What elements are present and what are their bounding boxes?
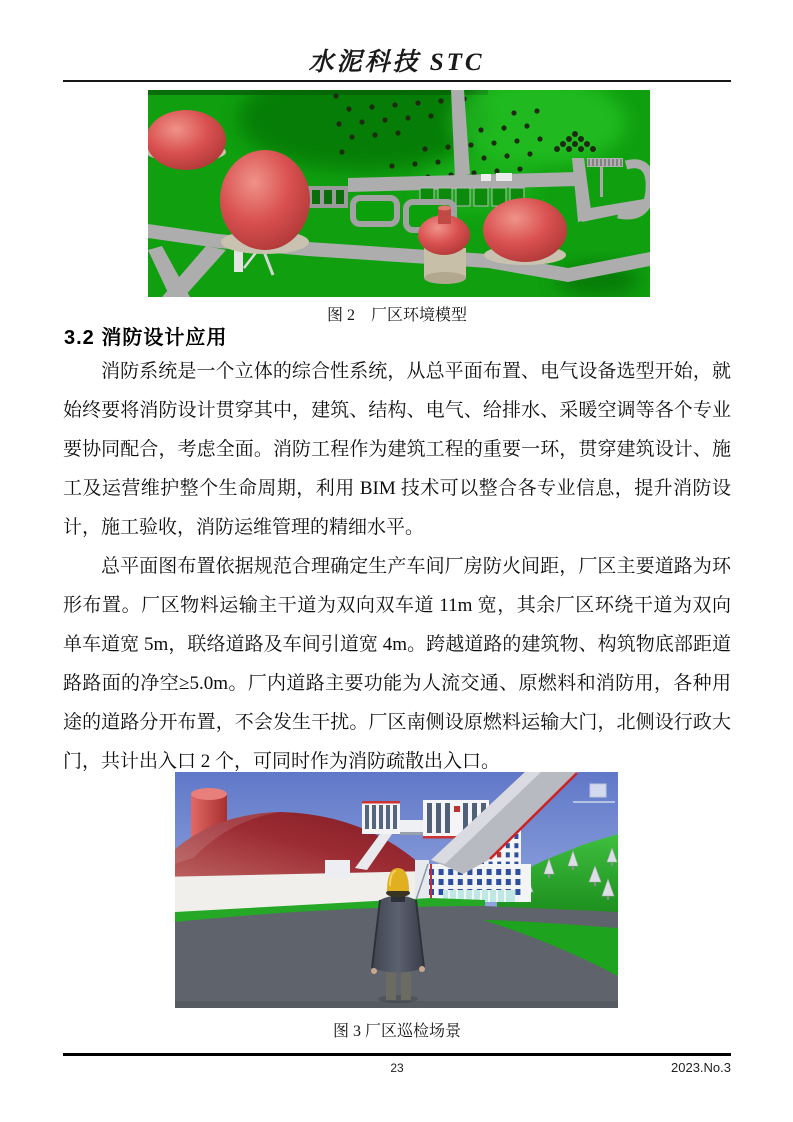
journal-title: 水泥科技 STC	[308, 49, 485, 76]
footer-rule	[63, 1053, 731, 1056]
figure-2-caption: 图 2 厂区环境模型	[326, 307, 467, 324]
figure-plant-inspection-scene	[175, 772, 618, 1008]
body-text	[63, 352, 731, 781]
page-number: 23	[390, 1061, 404, 1075]
paragraph-1: 消防系统是一个立体的综合性系统，从总平面布置、电气设备选型开始，就始终要将消防设计贯穿其中，建筑、结构、电气、给排水、采暖空调等各个专业要协同配合，考虑全面。消防工程作为建筑工程的重要一环，贯穿建筑设计、施工及运营维护整个生命周期，利用 BIM 技术可以整合各专业信息，提升消防设计，施工验收，消防运维管理的精细水平。	[63, 361, 731, 538]
figure-3-caption: 图 3 厂区巡检场景	[332, 1023, 461, 1040]
issue-number: 2023.No.3	[671, 1060, 731, 1075]
figure-plant-environment-model	[148, 90, 650, 297]
distant-building	[590, 784, 606, 797]
header-rule	[63, 80, 731, 82]
plant-inspection-scene-image	[175, 772, 618, 1008]
paragraph-2: 总平面图布置依据规范合理确定生产车间厂房防火间距，厂区主要道路为环形布置。厂区物料运输主干道为双向双车道 11m 宽，其余厂区环绕干道为双向单车道宽 5m，联络道路及车间引道宽 4m。跨越道路的建筑物、构筑物底部距道路路面的净空≥5.0m。厂内道路主要功能为人流交通、原燃料和消防用，各种用途的道路分开布置，不会发生干扰。厂区南侧设原燃料运输大门，北侧设行政大门，共计出入口 2 个，可同时作为消防疏散出入口。	[63, 556, 731, 772]
section-heading: 3.2 消防设计应用	[64, 327, 228, 349]
plant-environment-model-image	[148, 90, 650, 297]
